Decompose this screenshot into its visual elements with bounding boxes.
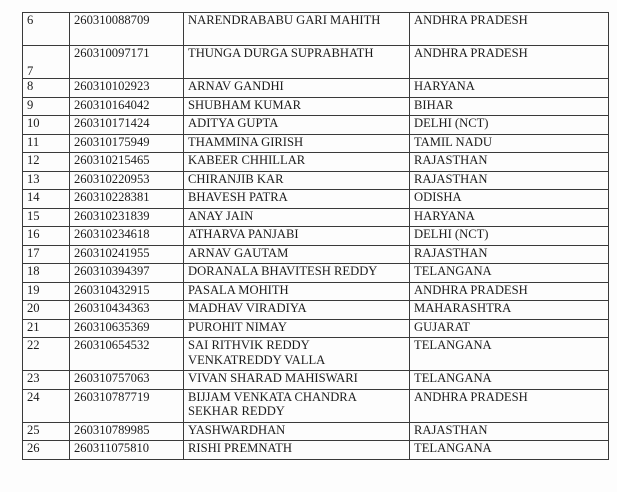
roll-number-cell: 260310102923 <box>70 79 184 98</box>
state-cell: TAMIL NADU <box>410 134 609 153</box>
roll-number-cell: 260310171424 <box>70 116 184 135</box>
candidate-name-cell: VIVAN SHARAD MAHISWARI <box>184 371 410 390</box>
table-row <box>23 171 609 190</box>
state-cell: TELANGANA <box>410 441 609 460</box>
state-cell: RAJASTHAN <box>410 153 609 172</box>
roll-number-cell: 260310220953 <box>70 171 184 190</box>
table-row <box>23 371 609 390</box>
serial-number-cell: 20 <box>23 301 70 320</box>
serial-number-cell: 17 <box>23 245 70 264</box>
table-row <box>23 116 609 135</box>
candidate-name-cell: RISHI PREMNATH <box>184 441 410 460</box>
serial-number-cell: 6 <box>23 13 70 46</box>
state-cell: ODISHA <box>410 190 609 209</box>
roll-number-cell: 260310088709 <box>70 13 184 46</box>
candidate-name-cell: ARNAV GANDHI <box>184 79 410 98</box>
table-row <box>23 264 609 283</box>
roll-number-cell: 260310241955 <box>70 245 184 264</box>
roll-number-cell: 260311075810 <box>70 441 184 460</box>
table-row <box>23 208 609 227</box>
serial-number-cell: 18 <box>23 264 70 283</box>
candidate-name-cell: ATHARVA PANJABI <box>184 227 410 246</box>
candidate-name-cell: THUNGA DURGA SUPRABHATH <box>184 46 410 79</box>
roll-number-cell: 260310635369 <box>70 319 184 338</box>
serial-number-cell: 8 <box>23 79 70 98</box>
candidate-name-cell: PASALA MOHITH <box>184 282 410 301</box>
roll-number-cell: 260310228381 <box>70 190 184 209</box>
state-cell: TELANGANA <box>410 338 609 371</box>
state-cell: ANDHRA PRADESH <box>410 46 609 79</box>
table-row <box>23 301 609 320</box>
roll-number-cell: 260310394397 <box>70 264 184 283</box>
serial-number-cell: 14 <box>23 190 70 209</box>
table-row <box>23 422 609 441</box>
table-row <box>23 245 609 264</box>
roll-number-cell: 260310654532 <box>70 338 184 371</box>
table-row <box>23 190 609 209</box>
table-row <box>23 441 609 460</box>
table-row <box>23 153 609 172</box>
table-row <box>23 79 609 98</box>
roll-number-cell: 260310215465 <box>70 153 184 172</box>
serial-number-cell: 15 <box>23 208 70 227</box>
serial-number-cell: 26 <box>23 441 70 460</box>
serial-number-cell: 11 <box>23 134 70 153</box>
state-cell: HARYANA <box>410 79 609 98</box>
state-cell: DELHI (NCT) <box>410 116 609 135</box>
candidate-name-cell: ANAY JAIN <box>184 208 410 227</box>
candidate-name-cell: SAI RITHVIK REDDY VENKATREDDY VALLA <box>184 338 410 371</box>
roll-number-cell: 260310787719 <box>70 389 184 422</box>
table-row <box>23 97 609 116</box>
state-cell: RAJASTHAN <box>410 422 609 441</box>
serial-number-cell: 19 <box>23 282 70 301</box>
serial-number-cell: 23 <box>23 371 70 390</box>
serial-number-cell: 21 <box>23 319 70 338</box>
table-row <box>23 389 609 422</box>
serial-number-cell: 16 <box>23 227 70 246</box>
candidate-name-cell: ADITYA GUPTA <box>184 116 410 135</box>
state-cell: MAHARASHTRA <box>410 301 609 320</box>
roll-number-cell: 260310231839 <box>70 208 184 227</box>
table-row <box>23 338 609 371</box>
table-row <box>23 134 609 153</box>
state-cell: RAJASTHAN <box>410 171 609 190</box>
roll-number-cell: 260310175949 <box>70 134 184 153</box>
table-row <box>23 227 609 246</box>
roll-number-cell: 260310097171 <box>70 46 184 79</box>
candidate-name-cell: BIJJAM VENKATA CHANDRA SEKHAR REDDY <box>184 389 410 422</box>
serial-number-cell: 7 <box>23 46 70 79</box>
candidates-table-body <box>23 13 609 460</box>
state-cell: HARYANA <box>410 208 609 227</box>
roll-number-cell: 260310234618 <box>70 227 184 246</box>
roll-number-cell: 260310432915 <box>70 282 184 301</box>
candidate-name-cell: KABEER CHHILLAR <box>184 153 410 172</box>
candidate-name-cell: YASHWARDHAN <box>184 422 410 441</box>
roll-number-cell: 260310164042 <box>70 97 184 116</box>
state-cell: TELANGANA <box>410 371 609 390</box>
roll-number-cell: 260310434363 <box>70 301 184 320</box>
candidate-name-cell: PUROHIT NIMAY <box>184 319 410 338</box>
candidate-name-cell: MADHAV VIRADIYA <box>184 301 410 320</box>
state-cell: ANDHRA PRADESH <box>410 13 609 46</box>
roll-number-cell: 260310789985 <box>70 422 184 441</box>
serial-number-cell: 13 <box>23 171 70 190</box>
candidate-name-cell: SHUBHAM KUMAR <box>184 97 410 116</box>
state-cell: ANDHRA PRADESH <box>410 389 609 422</box>
candidate-name-cell: THAMMINA GIRISH <box>184 134 410 153</box>
candidate-name-cell: NARENDRABABU GARI MAHITH <box>184 13 410 46</box>
table-row <box>23 46 609 79</box>
serial-number-cell: 24 <box>23 389 70 422</box>
state-cell: GUJARAT <box>410 319 609 338</box>
serial-number-cell: 9 <box>23 97 70 116</box>
state-cell: ANDHRA PRADESH <box>410 282 609 301</box>
serial-number-cell: 25 <box>23 422 70 441</box>
table-row <box>23 13 609 46</box>
table-row <box>23 319 609 338</box>
roll-number-cell: 260310757063 <box>70 371 184 390</box>
candidate-name-cell: ARNAV GAUTAM <box>184 245 410 264</box>
candidate-name-cell: BHAVESH PATRA <box>184 190 410 209</box>
candidate-name-cell: CHIRANJIB KAR <box>184 171 410 190</box>
candidates-table <box>22 12 609 460</box>
serial-number-cell: 22 <box>23 338 70 371</box>
table-row <box>23 282 609 301</box>
serial-number-cell: 12 <box>23 153 70 172</box>
state-cell: TELANGANA <box>410 264 609 283</box>
state-cell: DELHI (NCT) <box>410 227 609 246</box>
serial-number-cell: 10 <box>23 116 70 135</box>
state-cell: RAJASTHAN <box>410 245 609 264</box>
state-cell: BIHAR <box>410 97 609 116</box>
candidate-name-cell: DORANALA BHAVITESH REDDY <box>184 264 410 283</box>
